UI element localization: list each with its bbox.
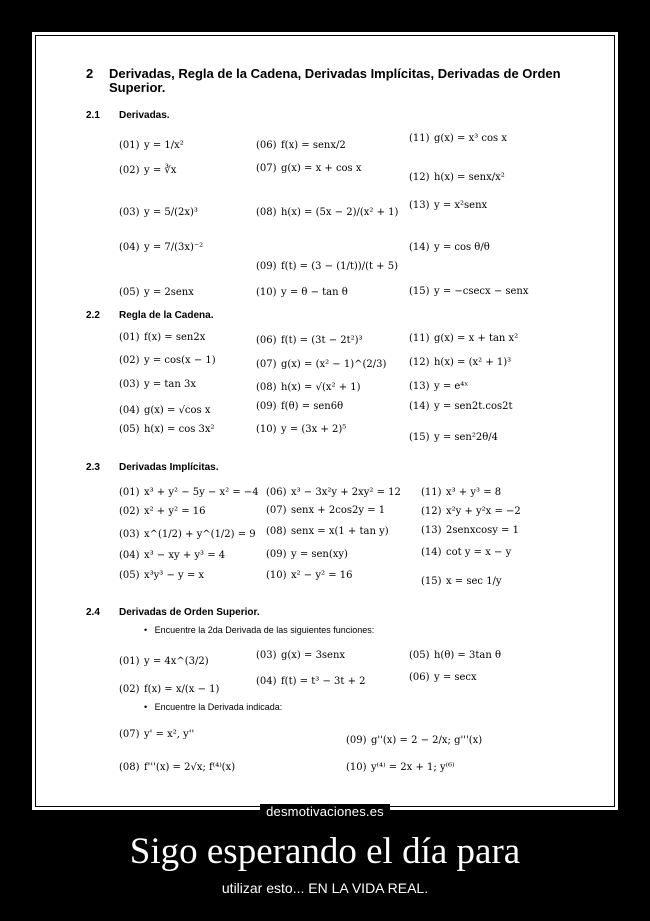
exercise-number: (08)	[119, 762, 140, 773]
exercise-number: (02)	[119, 165, 140, 176]
exercise-number: (02)	[119, 684, 140, 695]
exercise-expr: x²y + y²x = −2	[445, 506, 521, 517]
exercise	[409, 427, 498, 445]
exercise	[256, 135, 346, 153]
exercise	[256, 330, 363, 348]
exercise-expr: y = 7/(3x)⁻²	[143, 242, 204, 253]
exercise-number: (10)	[256, 287, 277, 298]
exercise	[409, 396, 513, 414]
exercise	[256, 354, 386, 372]
exercise-number: (09)	[346, 735, 367, 746]
document-frame	[32, 32, 618, 810]
exercise-number: (09)	[256, 261, 277, 272]
exercise-number: (09)	[266, 549, 287, 560]
exercise	[421, 482, 501, 500]
exercise-expr: y = (3x + 2)⁵	[280, 424, 347, 435]
exercise-expr: h(x) = (x² + 1)³	[433, 357, 512, 368]
exercise-expr: h(x) = (5x − 2)/(x² + 1)	[280, 207, 399, 218]
exercise	[256, 671, 366, 689]
exercise-number: (05)	[119, 287, 140, 298]
exercise-number: (14)	[421, 547, 442, 558]
exercise-expr: y = sen2t.cos2t	[433, 401, 513, 412]
exercise-number: (13)	[421, 525, 442, 536]
bullet-instruction	[144, 702, 282, 712]
exercise-number: (06)	[256, 140, 277, 151]
exercise	[119, 327, 205, 345]
exercise-expr: y = cos θ/θ	[433, 242, 490, 253]
exercise	[256, 419, 346, 437]
exercise-expr: f(θ) = sen6θ	[280, 401, 344, 412]
exercise	[119, 545, 225, 563]
exercise	[119, 565, 204, 583]
exercise-expr: f(t) = (3 − (1/t))/(t + 5)	[280, 261, 398, 272]
exercise-number: (07)	[256, 163, 277, 174]
exercise	[409, 328, 518, 346]
exercise	[256, 377, 361, 395]
exercise-number: (13)	[409, 381, 430, 392]
exercise-number: (08)	[256, 382, 277, 393]
exercise-expr: g(x) = x³ cos x	[433, 133, 507, 144]
exercise-number: (03)	[119, 379, 140, 390]
exercise-number: (07)	[119, 729, 140, 740]
exercise-expr: f(t) = (3t − 2t²)³	[280, 335, 363, 346]
exercise-number: (08)	[256, 207, 277, 218]
exercise-number: (02)	[119, 355, 140, 366]
section-title: Derivadas de Orden Superior.	[119, 607, 260, 618]
exercise	[409, 645, 501, 663]
exercise	[409, 167, 505, 185]
bullet-dot: •	[144, 702, 148, 712]
exercise-number: (11)	[421, 487, 442, 498]
exercise-expr: senx + 2cos2y = 1	[290, 505, 386, 516]
exercise	[119, 679, 219, 697]
exercise-number: (04)	[119, 550, 140, 561]
exercise-expr: y = 4x^(3/2)	[143, 656, 209, 667]
chapter-title-line2: Superior.	[109, 80, 166, 95]
exercise	[256, 396, 343, 414]
exercise	[119, 350, 216, 368]
exercise-expr: h(θ) = 3tan θ	[433, 650, 501, 661]
exercise	[119, 202, 198, 220]
exercise-expr: f(x) = x/(x − 1)	[143, 684, 220, 695]
exercise	[119, 757, 235, 775]
exercise-number: (03)	[119, 529, 140, 540]
exercise-expr: x³ + y³ = 8	[445, 487, 502, 498]
exercise-expr: y = 5/(2x)³	[143, 207, 198, 218]
exercise	[266, 482, 401, 500]
bullet-text: Encuentre la 2da Derivada de las siguientes funciones:	[154, 625, 375, 635]
exercise-expr: f(x) = sen2x	[143, 332, 206, 343]
exercise	[409, 281, 529, 299]
exercise	[256, 282, 348, 300]
exercise-number: (13)	[409, 200, 430, 211]
exercise	[119, 160, 176, 178]
exercise-number: (09)	[256, 401, 277, 412]
site-logo[interactable]	[0, 804, 650, 819]
bullet-text: Encuentre la Derivada indicada:	[154, 702, 283, 712]
chapter-number: 2	[86, 66, 94, 81]
exercise-expr: y = sen(xy)	[290, 549, 348, 560]
exercise	[409, 667, 477, 685]
exercise-number: (01)	[119, 487, 140, 498]
section-title: Derivadas.	[119, 110, 170, 121]
exercise-number: (15)	[421, 576, 442, 587]
exercise	[409, 376, 469, 394]
exercise-number: (06)	[266, 487, 287, 498]
exercise-number: (12)	[409, 172, 430, 183]
exercise	[421, 501, 521, 519]
exercise-expr: g(x) = √cos x	[143, 405, 211, 416]
exercise-expr: senx = x(1 + tan y)	[290, 526, 389, 537]
exercise-number: (04)	[119, 405, 140, 416]
exercise	[409, 237, 490, 255]
section-number: 2.3	[86, 462, 100, 473]
exercise	[119, 651, 209, 669]
exercise-expr: h(x) = cos 3x²	[143, 424, 215, 435]
exercise-number: (05)	[119, 570, 140, 581]
exercise-number: (05)	[119, 424, 140, 435]
exercise	[119, 374, 196, 392]
exercise-number: (05)	[409, 650, 430, 661]
exercise-number: (11)	[409, 333, 430, 344]
exercise-number: (10)	[346, 762, 367, 773]
exercise-expr: x = sec 1/y	[445, 576, 502, 587]
exercise-number: (06)	[409, 672, 430, 683]
exercise-number: (14)	[409, 401, 430, 412]
exercise-number: (10)	[256, 424, 277, 435]
exercise-expr: x² − y² = 16	[290, 570, 353, 581]
exercise	[266, 544, 348, 562]
exercise	[119, 724, 194, 742]
exercise-number: (06)	[256, 335, 277, 346]
chapter-title-line1: Derivadas, Regla de la Cadena, Derivadas Implícitas, Derivadas de Orden	[109, 66, 561, 81]
exercise-expr: f(x) = senx/2	[280, 140, 346, 151]
exercise-expr: y⁽⁴⁾ = 2x + 1; y⁽⁶⁾	[370, 762, 455, 773]
exercise-expr: y = θ − tan θ	[280, 287, 348, 298]
exercise	[421, 520, 519, 538]
exercise-expr: x³ − xy + y³ = 4	[143, 550, 226, 561]
exercise-number: (11)	[409, 133, 430, 144]
exercise-expr: g(x) = x + tan x²	[433, 333, 519, 344]
exercise-expr: y = secx	[433, 672, 477, 683]
poster-caption: Sigo esperando el día para	[129, 831, 521, 872]
exercise-expr: y = −csecx − senx	[433, 286, 529, 297]
exercise	[119, 501, 206, 519]
exercise	[256, 256, 398, 274]
exercise-expr: 2senxcosy = 1	[445, 525, 519, 536]
section-number: 2.2	[86, 310, 100, 321]
exercise	[119, 482, 259, 500]
exercise-expr: y = ∛x	[143, 165, 177, 176]
exercise-expr: y = sen²2θ/4	[433, 432, 498, 443]
exercise	[119, 237, 203, 255]
site-logo-text[interactable]: desmotivaciones.es	[260, 804, 390, 819]
exercise-number: (12)	[421, 506, 442, 517]
exercise-number: (14)	[409, 242, 430, 253]
exercise	[256, 202, 398, 220]
exercise-expr: f(t) = t³ − 3t + 2	[280, 676, 366, 687]
exercise-expr: x² + y² = 16	[143, 506, 206, 517]
exercise-number: (03)	[119, 207, 140, 218]
exercise-expr: cot y = x − y	[445, 547, 512, 558]
exercise-expr: g''(x) = 2 − 2/x; g'''(x)	[370, 735, 483, 746]
exercise	[346, 757, 455, 775]
poster-subcaption: utilizar esto... EN LA VIDA REAL.	[221, 880, 429, 896]
exercise	[256, 158, 362, 176]
section-title: Derivadas Implícitas.	[119, 462, 219, 473]
exercise-expr: f'''(x) = 2√x; f⁽⁴⁾(x)	[143, 762, 236, 773]
exercise-number: (01)	[119, 656, 140, 667]
exercise	[266, 500, 385, 518]
exercise	[119, 524, 256, 542]
exercise-expr: h(x) = √(x² + 1)	[280, 382, 361, 393]
exercise-expr: y = x²senx	[433, 200, 488, 211]
exercise-number: (07)	[256, 359, 277, 370]
exercise-expr: g(x) = x + cos x	[280, 163, 362, 174]
exercise-number: (08)	[266, 526, 287, 537]
exercise-expr: g(x) = 3senx	[280, 650, 346, 661]
exercise-expr: g(x) = (x² − 1)^(2/3)	[280, 359, 387, 370]
exercise	[409, 195, 487, 213]
exercise-expr: y = e⁴ˣ	[433, 381, 469, 392]
bullet-instruction	[144, 625, 374, 635]
exercise	[421, 542, 511, 560]
exercise-expr: y = 2senx	[143, 287, 194, 298]
exercise-number: (15)	[409, 432, 430, 443]
exercise-number: (02)	[119, 506, 140, 517]
exercise-expr: y = tan 3x	[143, 379, 196, 390]
exercise	[346, 730, 482, 748]
section-number: 2.4	[86, 607, 100, 618]
exercise	[119, 400, 211, 418]
exercise-number: (15)	[409, 286, 430, 297]
exercise-expr: x^(1/2) + y^(1/2) = 9	[143, 529, 256, 540]
exercise-expr: h(x) = senx/x²	[433, 172, 505, 183]
exercise-number: (01)	[119, 140, 140, 151]
exercise-expr: y = 1/x²	[143, 140, 184, 151]
exercise-number: (01)	[119, 332, 140, 343]
exercise-number: (10)	[266, 570, 287, 581]
exercise	[256, 645, 345, 663]
exercise	[421, 571, 502, 589]
exercise-expr: y' = x², y''	[143, 729, 195, 740]
exercise	[119, 419, 215, 437]
exercise	[266, 521, 389, 539]
exercise-number: (07)	[266, 505, 287, 516]
exercise	[119, 282, 194, 300]
exercise-expr: x³ + y² − 5y − x² = −4	[143, 487, 259, 498]
exercise-expr: x³y³ − y = x	[143, 570, 205, 581]
exercise-number: (04)	[256, 676, 277, 687]
exercise-number: (12)	[409, 357, 430, 368]
exercise	[409, 352, 511, 370]
exercise-expr: y = cos(x − 1)	[143, 355, 216, 366]
exercise-number: (03)	[256, 650, 277, 661]
bullet-dot: •	[144, 625, 148, 635]
section-number: 2.1	[86, 110, 100, 121]
section-title: Regla de la Cadena.	[119, 310, 214, 321]
exercise	[409, 128, 507, 146]
exercise-number: (04)	[119, 242, 140, 253]
exercise	[119, 135, 184, 153]
exercise-expr: x³ − 3x²y + 2xy² = 12	[290, 487, 401, 498]
exercise	[266, 565, 353, 583]
